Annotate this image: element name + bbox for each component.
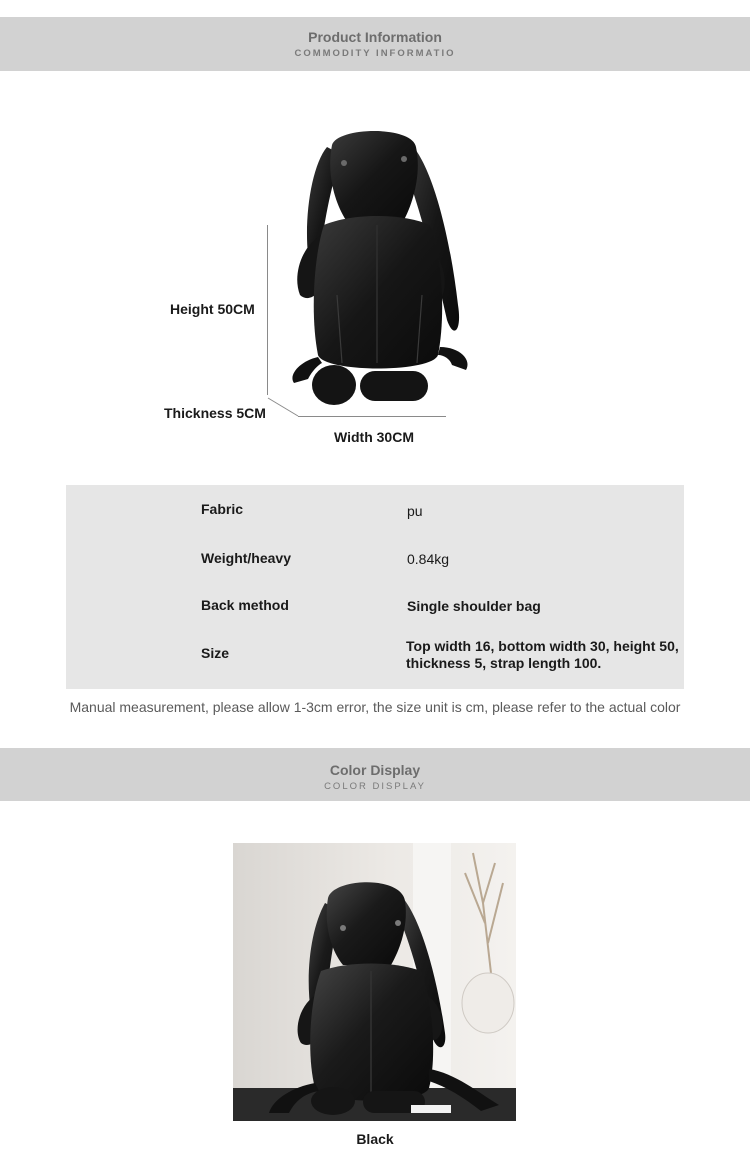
section-title: Color Display xyxy=(329,762,421,778)
thickness-label: Thickness 5CM xyxy=(164,405,266,421)
section-subtitle: COLOR DISPLAY xyxy=(324,781,426,792)
width-label: Width 30CM xyxy=(334,429,414,445)
color-name-label: Black xyxy=(356,1131,394,1147)
section-subtitle: COMMODITY INFORMATIO xyxy=(294,48,456,59)
section-title: Product Information xyxy=(308,29,442,45)
spec-value-weight: 0.84kg xyxy=(407,551,450,567)
bunny-backpack-image xyxy=(282,125,477,420)
spec-label-size: Size xyxy=(201,645,230,661)
height-dimension-line xyxy=(267,225,268,395)
spec-value-back-method: Single shoulder bag xyxy=(407,598,541,614)
spec-value-size-line1: Top width 16, bottom width 30, height 50, xyxy=(406,638,679,654)
spec-value-size-line2: thickness 5, strap length 100. xyxy=(406,655,602,671)
black-color-photo xyxy=(233,843,516,1121)
bunny-backpack-photo xyxy=(233,843,516,1121)
product-information-header xyxy=(0,17,750,71)
height-label: Height 50CM xyxy=(170,301,255,317)
spec-value-fabric: pu xyxy=(407,503,423,519)
spec-label-back-method: Back method xyxy=(201,597,289,613)
spec-label-fabric: Fabric xyxy=(201,501,244,517)
spec-label-weight: Weight/heavy xyxy=(201,550,291,566)
measurement-note: Manual measurement, please allow 1-3cm error, the size unit is cm, please refer to the actual color xyxy=(69,699,681,715)
color-display-header xyxy=(0,748,750,801)
specification-table xyxy=(66,485,684,689)
